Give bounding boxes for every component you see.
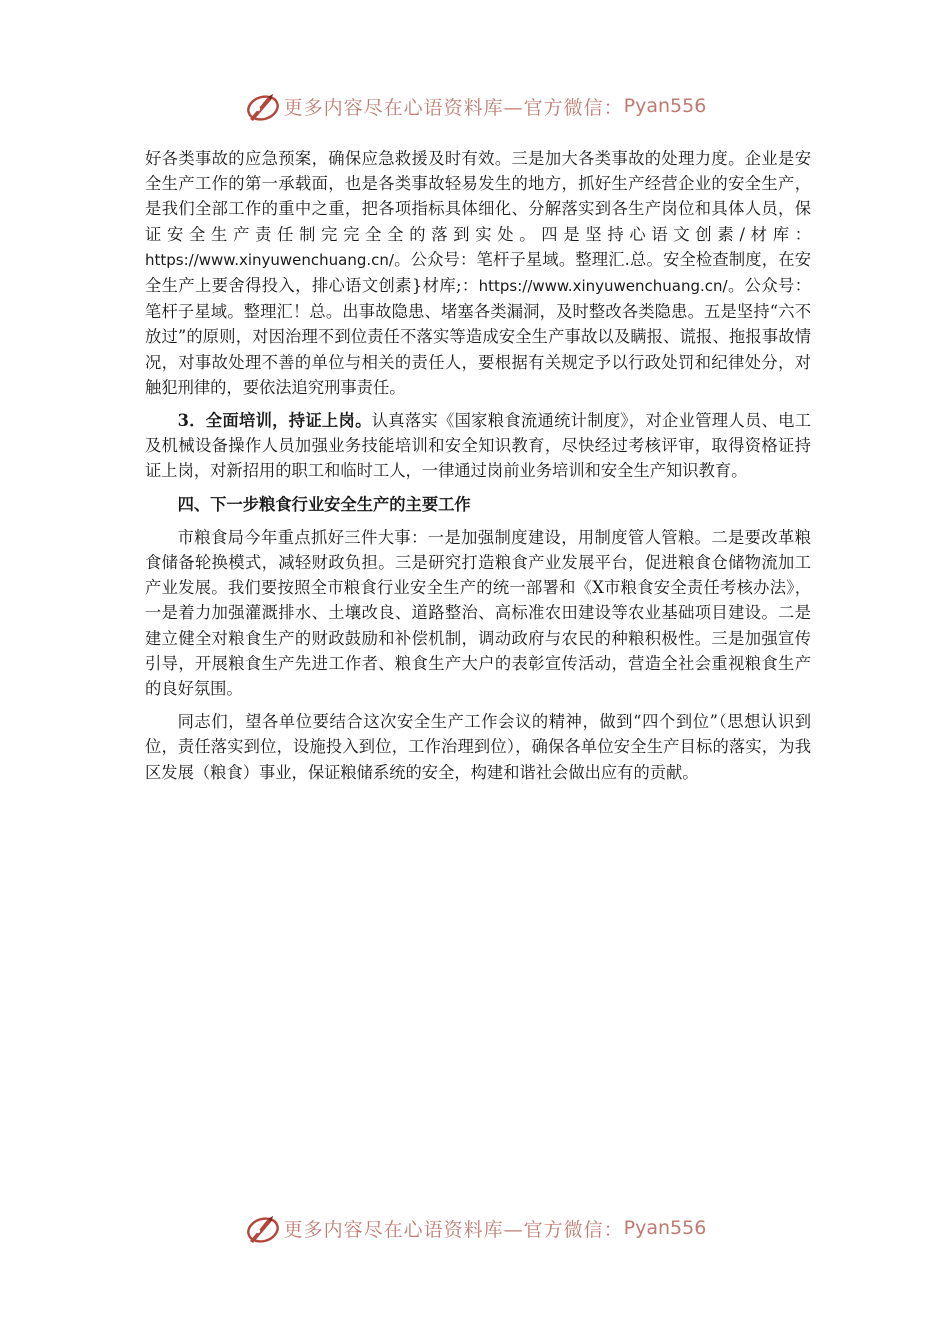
paragraph-1-text-c: 。公众号：笔杆子星域。整理汇！总。出事故隐患、堵塞各类漏洞，及时整改各类隐患。五是坚持“六不放过”的原则，对因治理不到位责任不落实等造成安全生产事故以及瞒报、谎报、拖报事故情况，对事故处理不善的单位与相关的责任人，要根据有关规定予以行政处罚和纪律处分，对触犯刑律的，要依法追究刑事责任。 — [145, 276, 811, 397]
paragraph-training — [145, 408, 811, 484]
pen-logo-icon — [244, 1211, 282, 1245]
header-banner-text: 更多内容尽在心语资料库—官方微信： — [283, 96, 624, 119]
training-heading: 3．全面培训，持证上岗。 — [177, 411, 372, 431]
paragraph-1-link-1: https://www.xinyuwenchuang.cn/ — [145, 250, 394, 269]
paragraph-next-steps: 市粮食局今年重点抓好三件大事：一是加强制度建设，用制度管人管粮。二是要改革粮食储备轮换模式，减轻财政负担。三是研究打造粮食产业发展平台，促进粮食仓储物流加工产业发展。我们要按照全市粮食行业安全生产的统一部署和《X市粮食安全责任考核办法》，一是着力加强灌溉排水、土壤改良、道路整治、高标准农田建设等农业基础项目建设。二是建立健全对粮食生产的财政鼓励和补偿机制，调动政府与农民的种粮积极性。三是加强宣传引导，开展粮食生产先进工作者、粮食生产大户的表彰宣传活动，营造全社会重视粮食生产的良好氛围。 — [145, 527, 811, 699]
footer-banner — [0, 1208, 950, 1248]
header-banner — [0, 86, 950, 126]
section-heading — [145, 492, 811, 517]
header-wechat-id: Pyan556 — [623, 95, 707, 117]
pen-logo-icon — [244, 89, 282, 123]
footer-banner-text: 更多内容尽在心语资料库—官方微信： — [283, 1218, 624, 1241]
document-body — [145, 146, 811, 785]
paragraph-closing: 同志们，望各单位要结合这次安全生产工作会议的精神，做到“四个到位”（思想认识到位，责任落实到位，设施投入到位，工作治理到位），确保各单位安全生产目标的落实，为我区发展（粮食）事业，保证粮储系统的安全，构建和谐社会做出应有的贡献。 — [145, 712, 811, 782]
training-body: 认真落实《国家粮食流通统计制度》，对企业管理人员、电工及机械设备操作人员加强业务技能培训和安全知识教育，尽快经过考核评审，取得资格证持证上岗，对新招用的职工和临时工人，一律通过岗前业务培训和安全生产知识教育。 — [145, 411, 811, 481]
paragraph-1-text-b: 。公众号：笔杆子星域。整理汇.总。安全检查制度，在安全生产上要舍得投入，排心语文创素}材库;： — [145, 249, 811, 296]
paragraph-1-link-2: https://www.xinyuwenchuang.cn/ — [478, 277, 728, 296]
footer-wechat-id: Pyan556 — [623, 1217, 707, 1239]
paragraph-1-text-a: 好各类事故的应急预案，确保应急救援及时有效。三是加大各类事故的处理力度。企业是安全生产工作的第一承载面，也是各类事故轻易发生的地方，抓好生产经营企业的安全生产，是我们全部工作的重中之重，把各项指标具体细化、分解落实到各生产岗位和具体人员，保证安全生产责任制完完全全的落到实处。四是坚持心语文创素/材库： — [145, 149, 811, 244]
section-heading-text: 四、下一步粮食行业安全生产的主要工作 — [177, 494, 471, 514]
paragraph-emergency-plans — [145, 146, 811, 400]
